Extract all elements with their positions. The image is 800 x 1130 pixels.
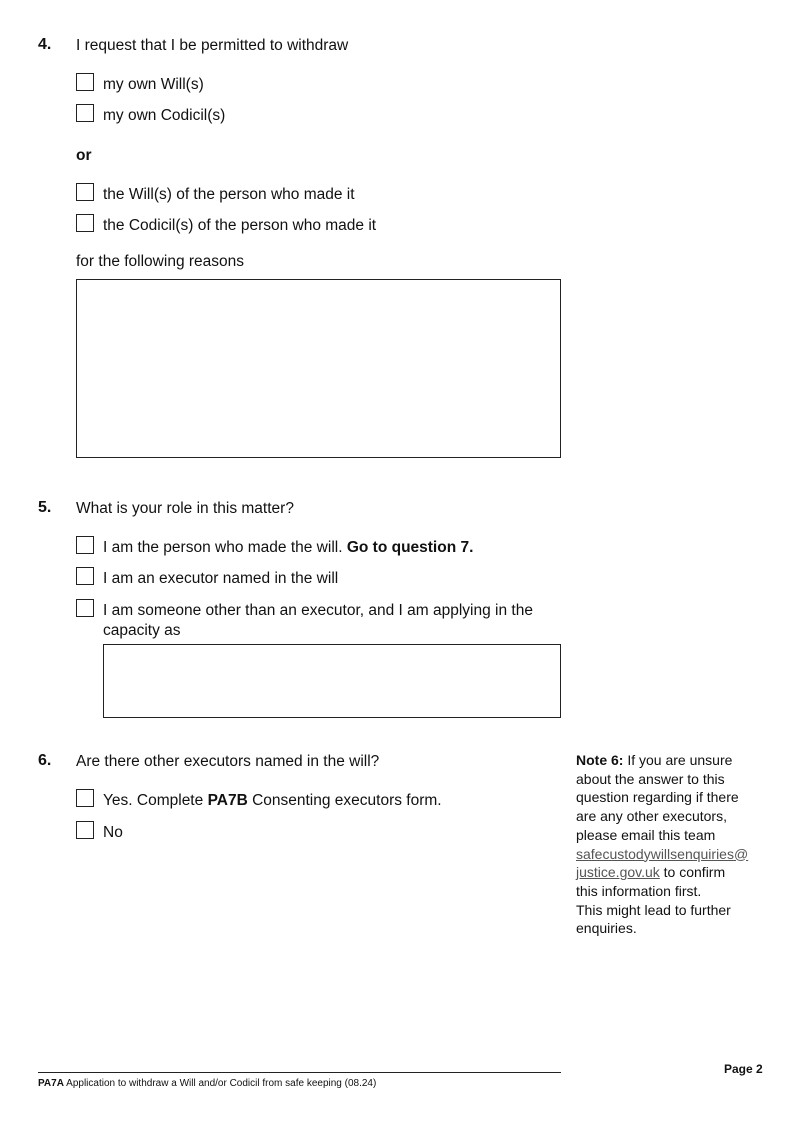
q6-no-checkbox[interactable] <box>76 821 94 839</box>
note6-line3: question regarding if there <box>576 789 739 806</box>
footer-divider <box>38 1072 561 1073</box>
q4-own-will-checkbox[interactable] <box>76 73 94 91</box>
footer-text <box>38 1078 376 1089</box>
note6-line6: to confirm <box>663 864 726 881</box>
q5-executor-checkbox[interactable] <box>76 567 94 585</box>
note6-line8: This might lead to further <box>576 901 731 918</box>
q6-no-label: No <box>103 824 123 841</box>
q5-other-checkbox[interactable] <box>76 599 94 617</box>
q6-pa7b: PA7B <box>207 792 248 809</box>
footer-form-title: Application to withdraw a Will and/or Codicil from safe keeping (08.24) <box>66 1078 377 1089</box>
q4-or-label: or <box>76 147 92 164</box>
note6-line7: this information first. <box>576 882 702 899</box>
q6-question: Are there other executors named in the will? <box>76 753 380 770</box>
q5-executor-label: I am an executor named in the will <box>103 570 339 587</box>
q5-capacity-textbox[interactable] <box>103 644 561 718</box>
q4-other-will-label: the Will(s) of the person who made it <box>103 186 355 203</box>
footer-form-code: PA7A <box>38 1078 64 1089</box>
q4-own-codicil-label: my own Codicil(s) <box>103 107 226 124</box>
q4-other-codicil-checkbox[interactable] <box>76 214 94 232</box>
q4-question: I request that I be permitted to withdraw <box>76 37 349 54</box>
q6-yes-checkbox[interactable] <box>76 789 94 807</box>
q5-other-label-line1: I am someone other than an executor, and I am applying in the <box>103 602 533 619</box>
q4-number: 4. <box>38 36 52 53</box>
q5-other-label-line2: capacity as <box>103 622 181 639</box>
q6-yes-post: Consenting executors form. <box>252 792 442 809</box>
q4-reasons-textbox[interactable] <box>76 279 561 458</box>
q4-own-codicil-checkbox[interactable] <box>76 104 94 122</box>
q4-other-will-checkbox[interactable] <box>76 183 94 201</box>
page-number: Page 2 <box>724 1062 763 1076</box>
q4-own-will-label: my own Will(s) <box>103 76 204 93</box>
q5-number: 5. <box>38 499 52 516</box>
note6 <box>576 751 776 938</box>
note6-email-link-part2[interactable]: justice.gov.uk <box>576 864 660 881</box>
note6-line5: please email this team <box>576 826 716 843</box>
q5-maker-checkbox[interactable] <box>76 536 94 554</box>
note6-line2: about the answer to this <box>576 770 725 787</box>
q5-maker-label <box>103 538 473 558</box>
note6-line4: are any other executors, <box>576 808 727 825</box>
q5-goto-q7: Go to question 7. <box>346 539 474 556</box>
note6-email-link-part1[interactable]: safecustodywillsenquiries@ <box>576 845 749 862</box>
q6-yes-pre: Yes. Complete <box>103 792 204 809</box>
q5-maker-text: I am the person who made the will. <box>103 539 343 556</box>
q4-reasons-label: for the following reasons <box>76 253 245 270</box>
q4-other-codicil-label: the Codicil(s) of the person who made it <box>103 217 377 234</box>
q6-yes-label <box>103 791 442 811</box>
q6-number: 6. <box>38 752 52 769</box>
q5-question: What is your role in this matter? <box>76 500 294 517</box>
note6-title: Note 6: <box>576 752 624 768</box>
note6-line1: If you are unsure <box>627 752 733 768</box>
note6-line9: enquiries. <box>576 920 637 937</box>
